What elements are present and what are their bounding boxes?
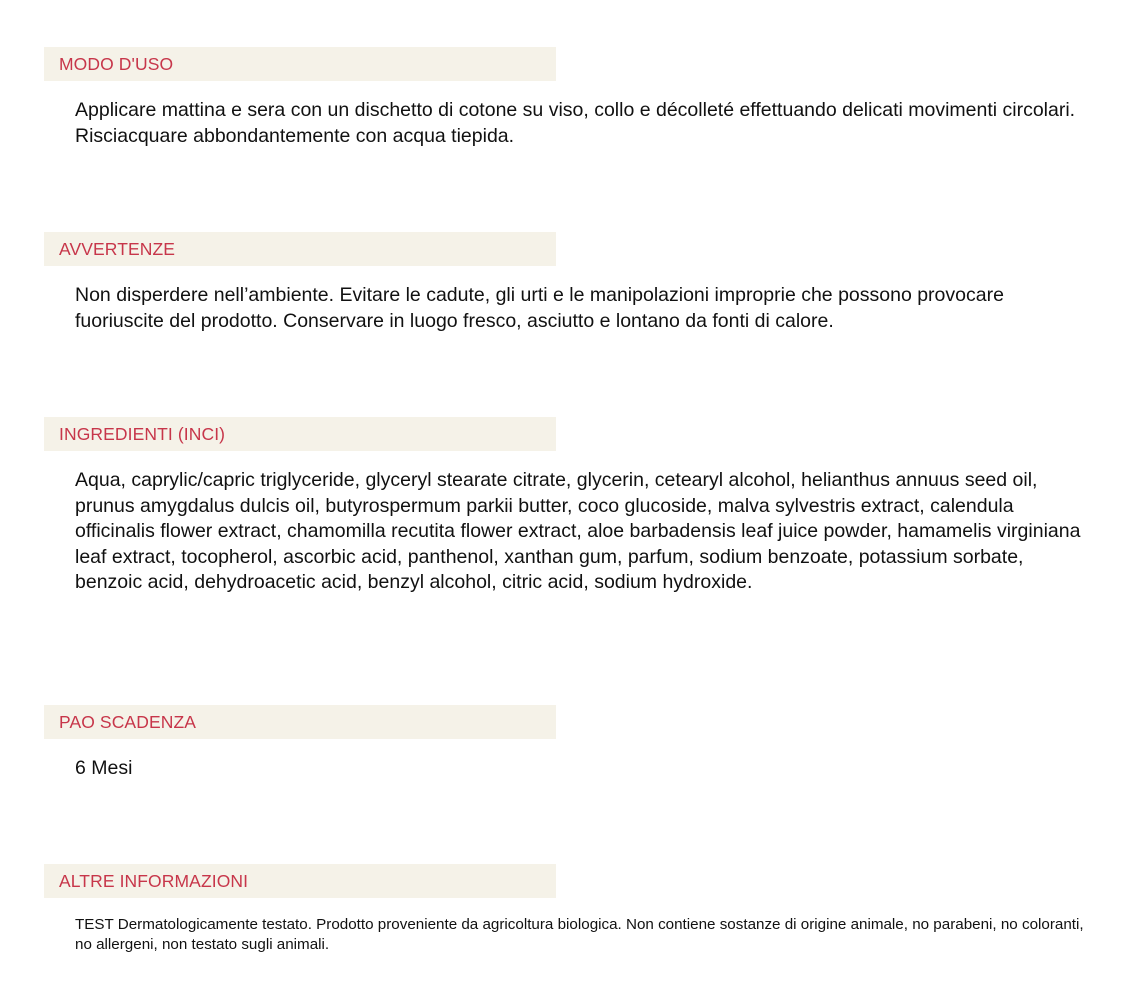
- section-header-altre-informazioni: [44, 864, 556, 898]
- section-header-avvertenze: [44, 232, 556, 266]
- section-title: AVVERTENZE: [59, 238, 176, 259]
- section-title: INGREDIENTI (INCI): [59, 423, 226, 444]
- section-header-ingredienti: [44, 417, 556, 451]
- section-body-ingredienti: Aqua, caprylic/capric triglyceride, glyceryl stearate citrate, glycerin, cetearyl alcohol, helianthus annuus seed oil, prunus amygdalus dulcis oil, butyrospermum parkii butter, coco glucoside, malva sylvestris extract, calendula officinalis flower extract, chamomilla recutita flower extract, aloe barbadensis leaf juice powder, hamamelis virginiana leaf extract, tocopherol, ascorbic acid, panthenol, xanthan gum, parfum, sodium benzoate, potassium sorbate, benzoic acid, dehydroacetic acid, benzyl alcohol, citric acid, sodium hydroxide.: [75, 469, 1081, 594]
- section-body-altre-informazioni: TEST Dermatologicamente testato. Prodotto proveniente da agricoltura biologica. Non contiene sostanze di origine animale, no parabeni, no coloranti, no allergeni, non testato sugli animali.: [75, 916, 1084, 953]
- section-header-modo-uso: [44, 47, 556, 81]
- section-body-modo-uso: Applicare mattina e sera con un dischetto di cotone su viso, collo e décolleté effettuando delicati movimenti circolari. Risciacquare abbondantemente con acqua tiepida.: [75, 99, 1076, 147]
- section-body-pao-scadenza: 6 Mesi: [75, 757, 133, 779]
- section-body-avvertenze: Non disperdere nell’ambiente. Evitare le cadute, gli urti e le manipolazioni improprie che possono provocare fuoriuscite del prodotto. Conservare in luogo fresco, asciutto e lontano da fonti di calore.: [75, 284, 1004, 332]
- section-title: PAO SCADENZA: [59, 711, 197, 732]
- section-title: MODO D'USO: [59, 53, 174, 74]
- section-title: ALTRE INFORMAZIONI: [59, 870, 249, 891]
- section-header-pao-scadenza: [44, 705, 556, 739]
